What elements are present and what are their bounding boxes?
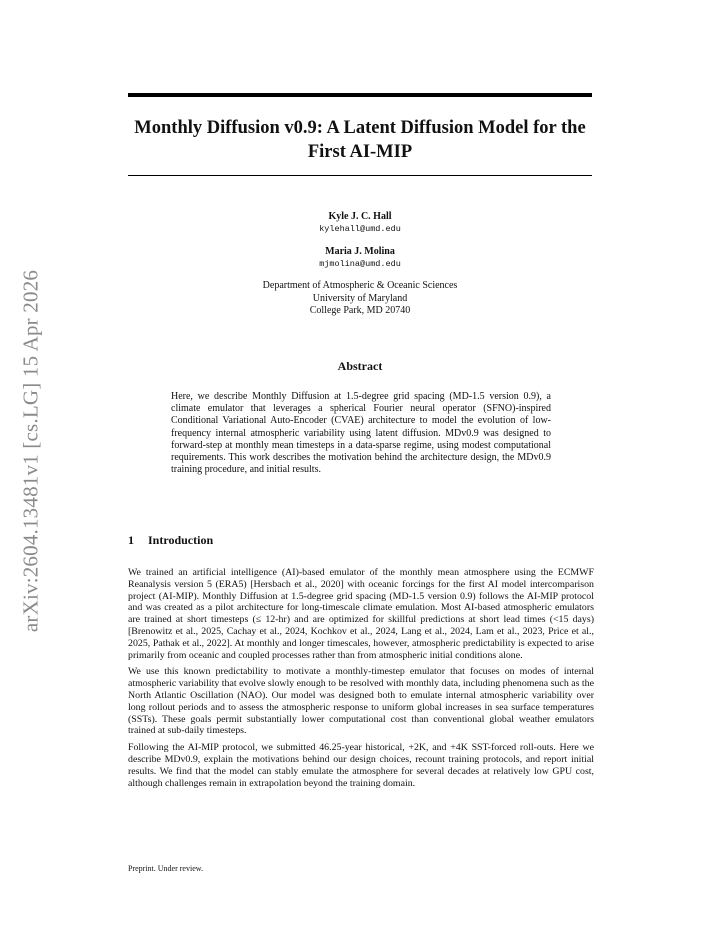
title-rule-top <box>128 93 592 97</box>
section-title: Introduction <box>148 533 214 547</box>
body-paragraph: Following the AI-MIP protocol, we submitted 46.25-year historical, +2K, and +4K SST-forced roll-outs. Here we describe MDv0.9, explain the motivations behind our design choices, recount training protocols, and report initial results. We find that the model can stably emulate the atmosphere for several decades at relatively low GPU cost, although challenges remain in extrapolation beyond the training domain. <box>128 742 594 789</box>
arxiv-identifier <box>16 258 46 643</box>
affiliation-line: Department of Atmospheric & Oceanic Sciences <box>262 280 458 291</box>
body-paragraph: We use this known predictability to motivate a monthly-timestep emulator that focuses on modes of internal atmospheric variability that evolve slowly enough to be resolved with monthly data, including phenomena such as the North Atlantic Oscillation (NAO). Our model was designed both to emulate internal atmospheric variability over long rollout periods and to assess the atmospheric response to uniform global increases in sea surface temperatures (SSTs). These goals permit substantially lower computational cost than conventional global weather emulators trained at sub-daily timesteps. <box>128 666 594 737</box>
affiliation-line: University of Maryland <box>312 292 408 304</box>
affiliation <box>128 280 592 318</box>
author-email: mjmolina@umd.edu <box>319 259 401 269</box>
author-1 <box>128 210 592 235</box>
body-paragraph: We trained an artificial intelligence (AI)-based emulator of the monthly mean atmosphere using the ECMWF Reanalysis version 5 (ERA5) [Hersbach et al., 2020] with oceanic forcings for the first AI model intercomparison project (AI-MIP). Monthly Diffusion at 1.5-degree grid spacing (MD-1.5 version 0.9) follows the AI-MIP protocol and was created as a pilot architecture for long-timescale climate emulation. Most AI-based atmospheric emulators are trained at short timesteps (≤ 12-hr) and are optimized for skillful predictions at short lead times (<15 days) [Brenowitz et al., 2025, Cachay et al., 2024, Kochkov et al., 2024, Lang et al., 2024, Lam et al., 2023, Price et al., 2025, Pathak et al., 2022]. At monthly and longer timescales, however, atmospheric predictability is expected to arise primarily from oceanic and coupled processes rather than from atmospheric initial conditions alone. <box>128 567 594 661</box>
author-block <box>128 210 592 318</box>
section-body <box>128 567 594 794</box>
affiliation-line: College Park, MD 20740 <box>309 305 411 316</box>
paper-title: Monthly Diffusion v0.9: A Latent Diffusion Model for the First AI-MIP <box>134 118 586 162</box>
section-heading <box>128 533 213 548</box>
arxiv-identifier-text: arXiv:2604.13481v1 [cs.LG] 15 Apr 2026 <box>18 269 43 632</box>
author-email: kylehall@umd.edu <box>319 224 401 234</box>
author-name: Maria J. Molina <box>325 246 395 257</box>
abstract-text: Here, we describe Monthly Diffusion at 1.5-degree grid spacing (MD-1.5 version 0.9), a climate emulator that leverages a spherical Fourier neural operator (SFNO)-inspired Conditional Variational Auto-Encoder (CVAE) architecture to model the evolution of low-frequency internal atmospheric variability using latent diffusion. MDv0.9 was designed to forward-step at monthly mean timesteps in a data-sparse regime, using modest computational requirements. This work describes the motivation behind the architecture design, the MDv0.9 training procedure, and initial results. <box>171 391 551 476</box>
author-2 <box>128 245 592 270</box>
author-name: Kyle J. C. Hall <box>328 211 392 222</box>
section-number: 1 <box>128 533 134 547</box>
preprint-footer: Preprint. Under review. <box>128 864 204 873</box>
abstract-heading: Abstract <box>337 359 383 373</box>
title-rule-bottom <box>128 175 592 176</box>
